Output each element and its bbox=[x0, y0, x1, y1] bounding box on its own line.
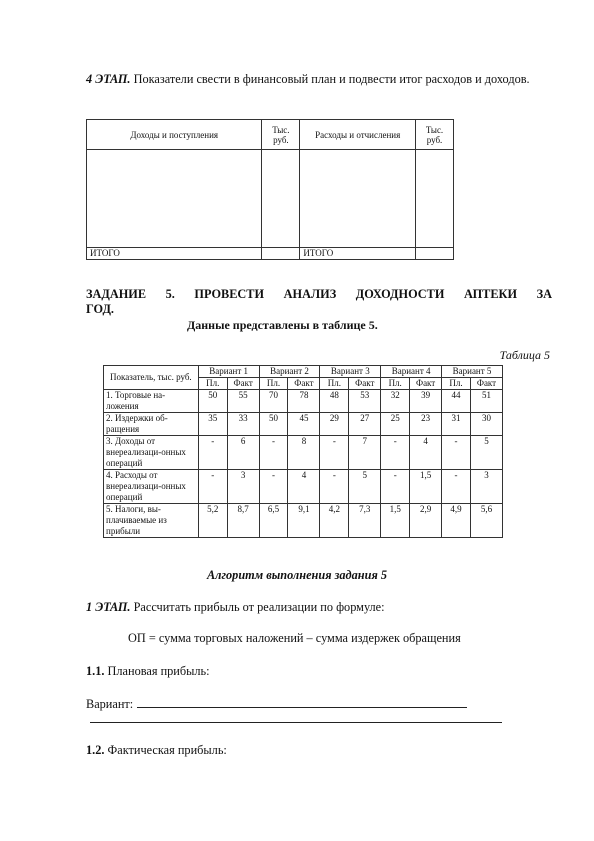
table5-cell: - bbox=[320, 470, 349, 504]
stage1-label: 1 ЭТАП. bbox=[86, 600, 131, 614]
data-note: Данные представлены в таблице 5. bbox=[187, 318, 378, 332]
table5-cell: 29 bbox=[320, 413, 349, 436]
table5-cell: - bbox=[259, 470, 288, 504]
table5-row-label: 2. Издержки об-ращения bbox=[104, 413, 199, 436]
table5-row bbox=[104, 504, 503, 538]
table5-row bbox=[104, 436, 503, 470]
fin-header-expenses: Расходы и отчисления bbox=[300, 120, 416, 150]
fin-cell-income bbox=[87, 150, 262, 248]
table5-subheader-plan: Пл. bbox=[381, 378, 410, 390]
table5-subheader-fact: Факт bbox=[470, 378, 502, 390]
table5-cell: 4 bbox=[410, 436, 442, 470]
table5-subheader-fact: Факт bbox=[349, 378, 381, 390]
table5-cell: - bbox=[442, 470, 471, 504]
table5-cell: 27 bbox=[349, 413, 381, 436]
fin-cell-income-amount bbox=[262, 150, 300, 248]
fin-total-expenses-value bbox=[416, 248, 454, 260]
table5-cell: 5,6 bbox=[470, 504, 502, 538]
fin-cell-expenses bbox=[300, 150, 416, 248]
variant-line bbox=[86, 696, 467, 712]
table5-cell: 39 bbox=[410, 390, 442, 413]
table5-row bbox=[104, 413, 503, 436]
table5-cell: 44 bbox=[442, 390, 471, 413]
table5-cell: 51 bbox=[470, 390, 502, 413]
table5-row-label: 5. Налоги, вы-плачиваемые из прибыли bbox=[104, 504, 199, 538]
actual-profit-label: Фактическая прибыль: bbox=[104, 743, 227, 757]
table5-subheader-plan: Пл. bbox=[320, 378, 349, 390]
table5-cell: - bbox=[381, 470, 410, 504]
task5-heading-line2: ГОД. bbox=[86, 302, 115, 316]
stage4-paragraph bbox=[86, 71, 552, 88]
task5-heading-line1: ЗАДАНИЕ 5. ПРОВЕСТИ АНАЛИЗ ДОХОДНОСТИ АПТЕКИ ЗА bbox=[86, 287, 552, 301]
stage4-text: Показатели свести в финансовый план и подвести итог расходов и доходов. bbox=[130, 72, 530, 86]
fin-header-unit-2: Тыс. руб. bbox=[416, 120, 454, 150]
fin-total-income-value bbox=[262, 248, 300, 260]
table5-variant-header: Вариант 4 bbox=[381, 366, 442, 378]
fin-total-expenses-label: ИТОГО bbox=[300, 248, 416, 260]
actual-profit-item bbox=[86, 743, 227, 758]
table5-cell: 30 bbox=[470, 413, 502, 436]
table5-body bbox=[104, 390, 503, 538]
table5-cell: 3 bbox=[470, 470, 502, 504]
table5-cell: 78 bbox=[288, 390, 320, 413]
table5-cell: 8,7 bbox=[227, 504, 259, 538]
table5-cell: - bbox=[442, 436, 471, 470]
stage1-paragraph bbox=[86, 600, 385, 615]
profit-formula: ОП = сумма торговых наложений – сумма издержек обращения bbox=[128, 631, 461, 645]
fin-header-income: Доходы и поступления bbox=[87, 120, 262, 150]
financial-plan-table bbox=[86, 119, 454, 260]
table5-cell: 31 bbox=[442, 413, 471, 436]
algorithm-title: Алгоритм выполнения задания 5 bbox=[206, 568, 388, 582]
table5-cell: 45 bbox=[288, 413, 320, 436]
table-label: Таблица 5 bbox=[499, 348, 550, 362]
table5-cell: 1,5 bbox=[381, 504, 410, 538]
table5-cell: 35 bbox=[198, 413, 227, 436]
table5-cell: 48 bbox=[320, 390, 349, 413]
table5-cell: 25 bbox=[381, 413, 410, 436]
table5-cell: 8 bbox=[288, 436, 320, 470]
table5-subheader-fact: Факт bbox=[288, 378, 320, 390]
table5-cell: 5 bbox=[470, 436, 502, 470]
table5-cell: 4,2 bbox=[320, 504, 349, 538]
fin-header-unit-1: Тыс. руб. bbox=[262, 120, 300, 150]
table5-variant-header: Вариант 2 bbox=[259, 366, 320, 378]
table5-cell: - bbox=[381, 436, 410, 470]
table5-cell: 4 bbox=[288, 470, 320, 504]
table5-row-label: 4. Расходы от внереализаци-онных операций bbox=[104, 470, 199, 504]
table5-corner-header: Показатель, тыс. руб. bbox=[104, 366, 199, 390]
table5-cell: 32 bbox=[381, 390, 410, 413]
table5-subheader-plan: Пл. bbox=[259, 378, 288, 390]
table5-cell: - bbox=[320, 436, 349, 470]
table5-row bbox=[104, 390, 503, 413]
table5-row-label: 3. Доходы от внереализаци-онных операций bbox=[104, 436, 199, 470]
planned-profit-item bbox=[86, 664, 210, 679]
table5-cell: 9,1 bbox=[288, 504, 320, 538]
table5-cell: - bbox=[198, 436, 227, 470]
table5-cell: 33 bbox=[227, 413, 259, 436]
stage4-label: 4 ЭТАП. bbox=[86, 72, 131, 86]
table5 bbox=[103, 365, 503, 538]
table5-cell: 53 bbox=[349, 390, 381, 413]
fin-total-income-label: ИТОГО bbox=[87, 248, 262, 260]
variant-blank-line bbox=[137, 696, 467, 708]
task5-heading bbox=[86, 287, 552, 317]
table5-variant-header: Вариант 1 bbox=[198, 366, 259, 378]
table5-subheader-fact: Факт bbox=[227, 378, 259, 390]
table5-cell: 70 bbox=[259, 390, 288, 413]
table5-cell: 4,9 bbox=[442, 504, 471, 538]
table5-cell: 5 bbox=[349, 470, 381, 504]
table5-subheader-plan: Пл. bbox=[442, 378, 471, 390]
table5-row bbox=[104, 470, 503, 504]
table5-cell: 2,9 bbox=[410, 504, 442, 538]
table5-cell: 1,5 bbox=[410, 470, 442, 504]
variant-label: Вариант: bbox=[86, 697, 134, 711]
table5-cell: 7 bbox=[349, 436, 381, 470]
table5-subheader-fact: Факт bbox=[410, 378, 442, 390]
table5-row-label: 1. Торговые на-ложения bbox=[104, 390, 199, 413]
table5-cell: 7,3 bbox=[349, 504, 381, 538]
table5-cell: - bbox=[259, 436, 288, 470]
table5-variant-header: Вариант 3 bbox=[320, 366, 381, 378]
table5-variant-header: Вариант 5 bbox=[442, 366, 503, 378]
table5-cell: 6,5 bbox=[259, 504, 288, 538]
stage1-text: Рассчитать прибыль от реализации по формуле: bbox=[130, 600, 385, 614]
planned-profit-number: 1.1. bbox=[86, 664, 105, 678]
fin-cell-expenses-amount bbox=[416, 150, 454, 248]
table5-cell: 3 bbox=[227, 470, 259, 504]
table5-subheader-plan: Пл. bbox=[198, 378, 227, 390]
table5-cell: 6 bbox=[227, 436, 259, 470]
actual-profit-number: 1.2. bbox=[86, 743, 105, 757]
table5-cell: 23 bbox=[410, 413, 442, 436]
table5-cell: 55 bbox=[227, 390, 259, 413]
planned-profit-label: Плановая прибыль: bbox=[104, 664, 210, 678]
answer-blank-line bbox=[90, 722, 502, 723]
table5-cell: - bbox=[198, 470, 227, 504]
table5-cell: 50 bbox=[259, 413, 288, 436]
table5-cell: 50 bbox=[198, 390, 227, 413]
table5-cell: 5,2 bbox=[198, 504, 227, 538]
